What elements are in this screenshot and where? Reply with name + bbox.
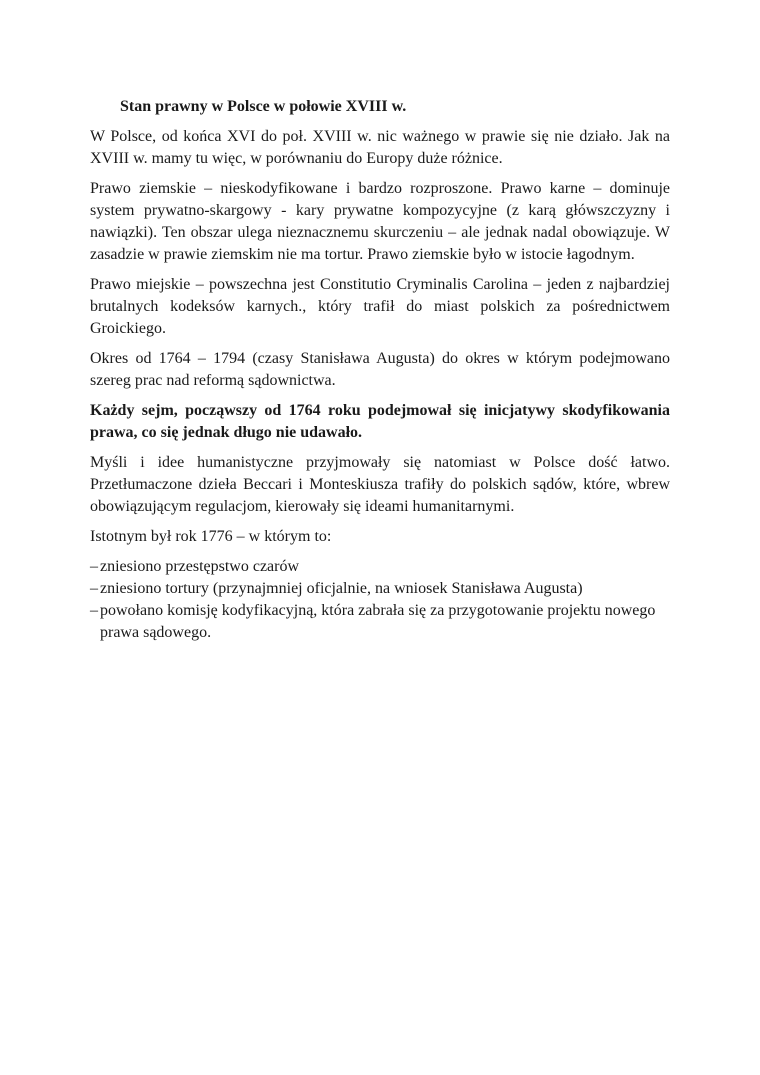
paragraph-intro: W Polsce, od końca XVI do poł. XVIII w. nic ważnego w prawie się nie działo. Jak na XVIII w. mamy tu więc, w porównaniu do Europy duże różnice.: [90, 128, 670, 167]
paragraph-period: Okres od 1764 – 1794 (czasy Stanisława Augusta) do okres w którym podejmowano szereg prac nad reformą sądownictwa.: [90, 350, 670, 389]
reforms-list: [90, 556, 670, 644]
list-item: [90, 578, 670, 600]
document-page: [90, 96, 670, 644]
list-item-text: zniesiono tortury (przynajmniej oficjalnie, na wniosek Stanisława Augusta): [100, 580, 583, 597]
document-title: Stan prawny w Polsce w połowie XVIII w.: [120, 98, 407, 115]
dash-marker: –: [90, 580, 98, 597]
paragraph-humanism: Myśli i idee humanistyczne przyjmowały się natomiast w Polsce dość łatwo. Przetłumaczone dzieła Beccari i Monteskiusza trafiły do polskich sądów, które, wbrew obowiązującym regulacjom, kierowały się ideami humanitarnymi.: [90, 454, 670, 515]
list-item: [90, 600, 670, 644]
list-item-text: powołano komisję kodyfikacyjną, która zabrała się za przygotowanie projektu nowego prawa sądowego.: [100, 602, 656, 641]
list-item: [90, 556, 670, 578]
paragraph-city-law: Prawo miejskie – powszechna jest Constitutio Cryminalis Carolina – jeden z najbardziej brutalnych kodeksów karnych., który trafił do miast polskich za pośrednictwem Groickiego.: [90, 276, 670, 337]
dash-marker: –: [90, 602, 98, 619]
paragraph-1776: Istotnym był rok 1776 – w którym to:: [90, 528, 332, 545]
dash-marker: –: [90, 558, 98, 575]
list-item-text: zniesiono przestępstwo czarów: [100, 558, 300, 575]
paragraph-sejm-bold: Każdy sejm, począwszy od 1764 roku podejmował się inicjatywy skodyfikowania prawa, co się jednak długo nie udawało.: [90, 402, 670, 441]
paragraph-land-law: Prawo ziemskie – nieskodyfikowane i bardzo rozproszone. Prawo karne – dominuje system prywatno-skargowy - kary prywatne kompozycyjne (z karą główszczyzny i nawiązki). Ten obszar ulega nieznacznemu skurczeniu – ale jednak nadal obowiązuje. W zasadzie w prawie ziemskim nie ma tortur. Prawo ziemskie było w istocie łagodnym.: [90, 180, 670, 263]
